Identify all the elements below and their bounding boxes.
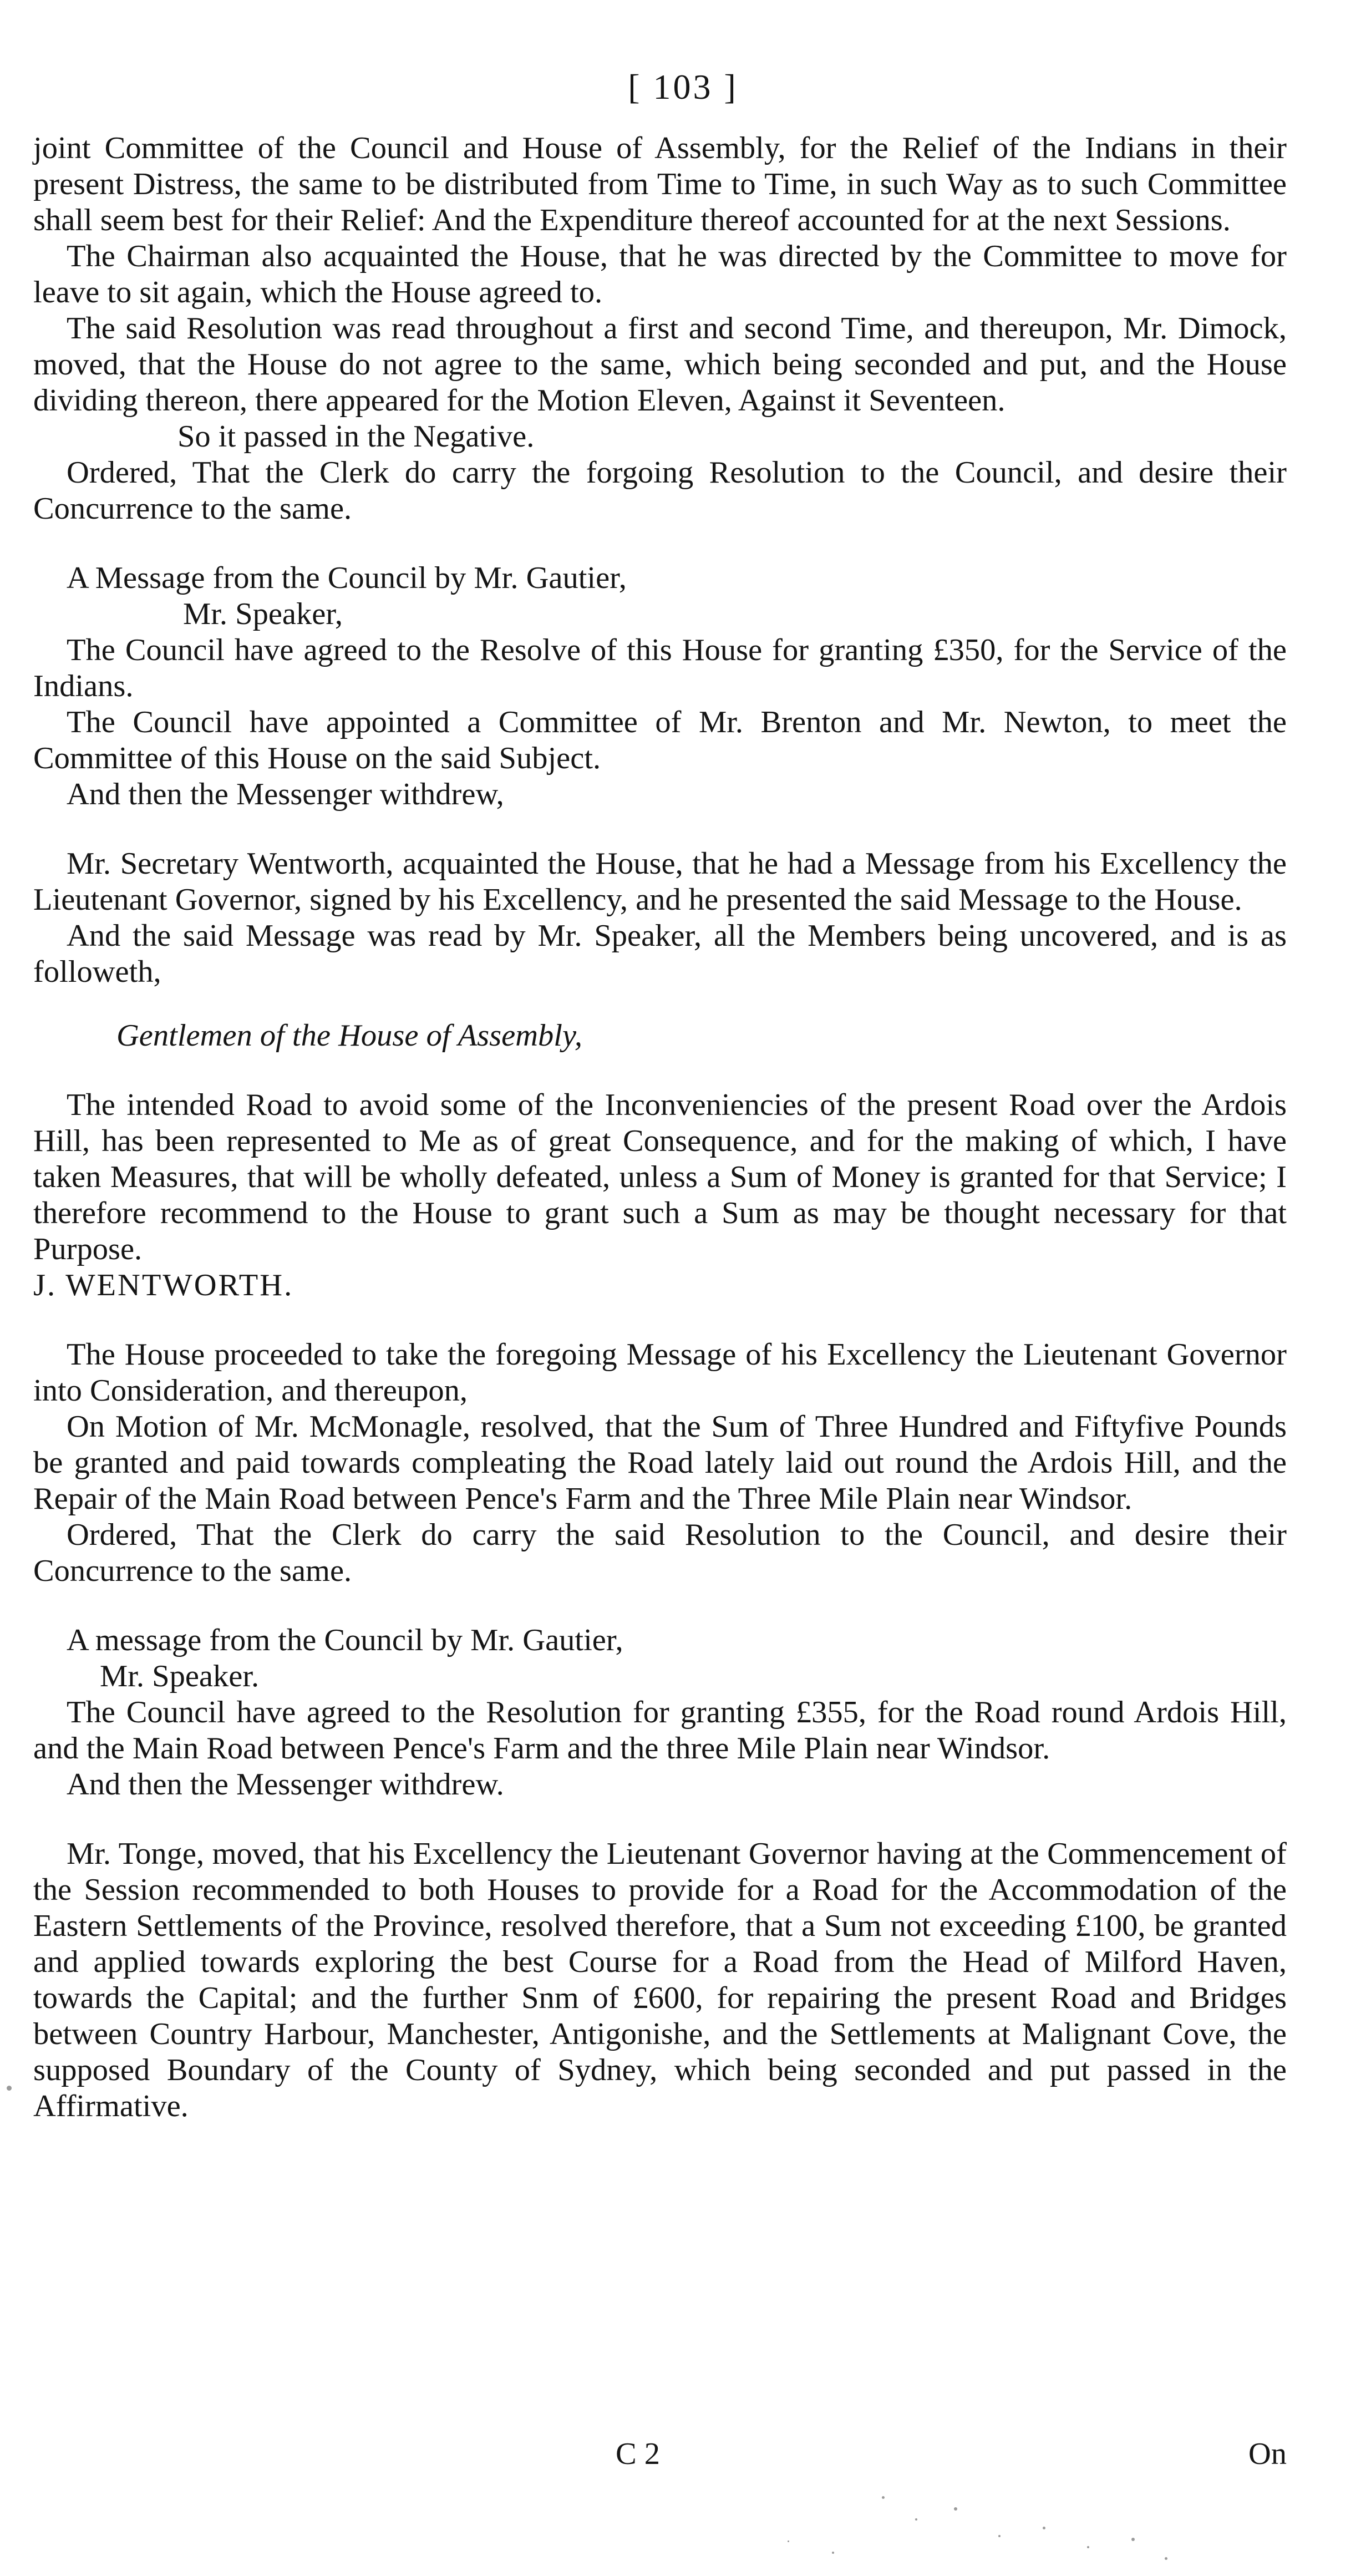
paragraph-governor-message: The intended Road to avoid some of the Inconveniencies of the present Road over the Ardois Hill, has been represented to Me as of great Consequence, and for the making of which, I have taken Measures, that will be wholly defeated, unless a Sum of Money is granted for that Service; I therefore recommend to the House to grant such a Sum as may be thought necessary for that Purpose. <box>33 1088 1287 1266</box>
speck <box>7 2086 12 2091</box>
paragraph-motion-mcmonagle: On Motion of Mr. McMonagle, resolved, that the Sum of Three Hundred and Fiftyfive Pounds be granted and paid towards compleating the Road lately laid out round the Ardois Hill, and the Repair of the Main Road between Pence's Farm and the Three Mile Plain near Windsor. <box>33 1409 1287 1516</box>
paragraph-ordered-concurrence: Ordered, That the Clerk do carry the said Resolution to the Council, and desire their Concurrence to the same. <box>33 1518 1287 1588</box>
salutation: Gentlemen of the House of Assembly, <box>116 1018 583 1053</box>
page-number: [ 103 ] <box>628 67 738 107</box>
paragraph-messenger-withdrew: And then the Messenger withdrew, <box>67 777 504 812</box>
speck <box>1165 2557 1167 2560</box>
paragraph-negative: So it passed in the Negative. <box>177 419 535 454</box>
paragraph-council-committee: The Council have appointed a Committee of Mr. Brenton and Mr. Newton, to meet the Committee of this House on the said Subject. <box>33 705 1287 775</box>
paragraph-messenger-withdrew-2: And then the Messenger withdrew. <box>67 1767 504 1802</box>
paragraph-indians-committee: joint Committee of the Council and House of Assembly, for the Relief of the Indians in their present Distress, the same to be distributed from Time to Time, in such Way as to such Committee shall seem best for their Relief: And the Expenditure thereof accounted for at the next Sessions. <box>33 131 1287 237</box>
body-text <box>33 130 1287 2124</box>
speck <box>998 2535 1001 2537</box>
speck <box>882 2496 885 2499</box>
speck <box>788 2540 789 2542</box>
speck <box>1043 2527 1045 2529</box>
paragraph-mr-speaker-2: Mr. Speaker. <box>100 1659 260 1693</box>
paragraph-message-gautier-2: A message from the Council by Mr. Gautier, <box>67 1623 623 1657</box>
paragraph-council-agreed-355: The Council have agreed to the Resolution for granting £355, for the Road round Ardois Hill, and the Main Road between Pence's Farm and the three Mile Plain near Windsor. <box>33 1695 1287 1766</box>
paragraph-resolution-vote: The said Resolution was read throughout a first and second Time, and thereupon, Mr. Dimock, moved, that the House do not agree to the same, which being seconded and put, and the House dividing thereon, there appeared for the Motion Eleven, Against it Seventeen. <box>33 311 1287 418</box>
speck <box>954 2507 957 2511</box>
signature-mark: C 2 <box>616 2437 661 2471</box>
paragraph-secretary-message: Mr. Secretary Wentworth, acquainted the House, that he had a Message from his Excellency the Lieutenant Governor, signed by his Excellency, and he presented the said Message to the House. <box>33 846 1287 917</box>
signature: J. WENTWORTH. <box>33 1268 294 1302</box>
speck <box>1131 2538 1135 2541</box>
paragraph-mr-speaker: Mr. Speaker, <box>183 597 343 631</box>
speck <box>832 2552 834 2554</box>
catchword: On <box>1248 2437 1287 2471</box>
paragraph-ordered-council: Ordered, That the Clerk do carry the forgoing Resolution to the Council, and desire their Concurrence to the same. <box>33 455 1287 526</box>
paragraph-council-agreed-350: The Council have agreed to the Resolve of this House for granting £350, for the Service of the Indians. <box>33 633 1287 703</box>
speck <box>915 2518 917 2521</box>
paragraph-tonge-motion: Mr. Tonge, moved, that his Excellency the Lieutenant Governor having at the Commencement of the Session recommended to both Houses to provide for a Road for the Accommodation of the Eastern Settlements of the Province, resolved therefore, that a Sum not exceeding £100, be granted and applied towards exploring the best Course for a Road from the Head of Milford Haven, towards the Capital; and the further Snm of £600, for repairing the present Road and Bridges between Country Harbour, Manchester, Antigonishe, and the Settlements at Malignant Cove, the supposed Boundary of the County of Sydney, which being seconded and put passed in the Affirmative. <box>33 1837 1287 2123</box>
paragraph-message-read: And the said Message was read by Mr. Speaker, all the Members being uncovered, and is as followeth, <box>33 919 1287 989</box>
paragraph-message-gautier: A Message from the Council by Mr. Gautier, <box>67 561 627 595</box>
paragraph-chairman-leave: The Chairman also acquainted the House, that he was directed by the Committee to move for leave to sit again, which the House agreed to. <box>33 239 1287 310</box>
paragraph-house-proceeded: The House proceeded to take the foregoing Message of his Excellency the Lieutenant Governor into Consideration, and thereupon, <box>33 1337 1287 1408</box>
page-footer <box>33 2436 1287 2472</box>
speck <box>1087 2546 1089 2548</box>
